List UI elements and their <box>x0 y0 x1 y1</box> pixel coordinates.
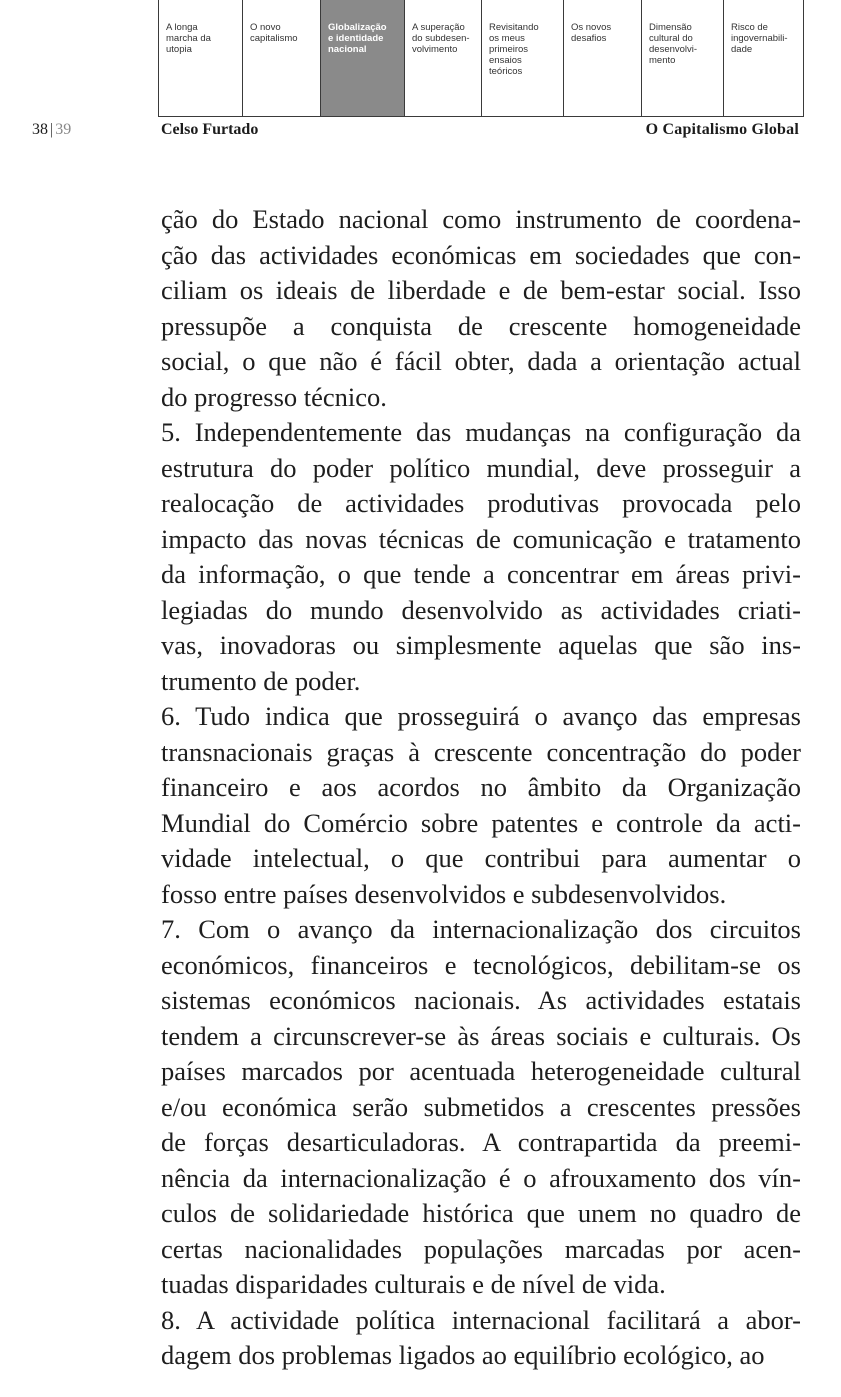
text-line: países marcados por acentuada heterogeneidade cultural <box>161 1056 801 1086</box>
running-header <box>0 121 841 143</box>
page-number-left: 38 <box>32 121 48 138</box>
page-number-right: 39 <box>55 121 72 138</box>
text-line: fosso entre países desenvolvidos e subdesenvolvidos. <box>161 878 727 909</box>
chapter-tab[interactable]: Dimensão cultural do desenvolvi- mento <box>642 0 724 116</box>
text-line: 7. Com o avanço da internacionalização dos circuitos <box>161 914 801 944</box>
text-line: económicos, financeiros e tecnológicos, debilitam-se os <box>161 949 801 980</box>
text-line: de forças desarticuladoras. A contrapartida da preemi- <box>161 1127 801 1157</box>
text-line: da informação, o que tende a concentrar em áreas privi- <box>161 559 801 589</box>
text-line: tendem a circunscrever-se às áreas sociais e culturais. Os <box>161 1020 801 1051</box>
text-line: 5. Independentemente das mudanças na configuração da <box>161 417 801 447</box>
page-numbers <box>32 121 71 139</box>
chapter-tab[interactable]: A superação do subdesen- volvimento <box>405 0 482 116</box>
text-line: vas, inovadoras ou simplesmente aquelas que são ins- <box>161 630 801 660</box>
text-line: legiadas do mundo desenvolvido as actividades criati- <box>161 594 801 625</box>
text-line: pressupõe a conquista de crescente homogeneidade <box>161 310 801 341</box>
text-line: certas nacionalidades populações marcadas por acen- <box>161 1233 801 1264</box>
chapter-tab[interactable]: O novo capitalismo <box>243 0 321 116</box>
text-line: social, o que não é fácil obter, dada a orientação actual <box>161 346 801 376</box>
text-line: ção das actividades económicas em sociedades que con- <box>161 239 801 270</box>
text-line: financeiro e aos acordos no âmbito da Organização <box>161 772 801 802</box>
text-line: dagem dos problemas ligados ao equilíbrio ecológico, ao <box>161 1340 765 1370</box>
text-line: ção do Estado nacional como instrumento de coordena- <box>161 204 801 234</box>
text-line: Mundial do Comércio sobre patentes e controle da acti- <box>161 807 801 838</box>
text-line: culos de solidariedade histórica que unem no quadro de <box>161 1198 801 1228</box>
text-line: 8. A actividade política internacional facilitará a abor- <box>161 1304 801 1335</box>
text-line: sistemas económicos nacionais. As actividades estatais <box>161 985 801 1015</box>
text-line: ciliam os ideais de liberdade e de bem-estar social. Isso <box>161 275 801 305</box>
chapter-tab-active[interactable]: Globalização e identidade nacional <box>321 0 405 116</box>
chapter-tab[interactable]: Os novos desafios <box>564 0 642 116</box>
text-line: impacto das novas técnicas de comunicação e tratamento <box>161 523 801 554</box>
text-line: realocação de actividades produtivas provocada pelo <box>161 488 801 518</box>
book-title: O Capitalismo Global <box>645 121 799 138</box>
text-line: trumento de poder. <box>161 665 361 696</box>
body-text <box>161 202 801 1374</box>
chapter-tab[interactable]: Risco de ingovernabili- dade <box>724 0 804 116</box>
text-line: nência da internacionalização é o afrouxamento dos vín- <box>161 1162 801 1193</box>
chapter-tab[interactable]: A longa marcha da utopia <box>159 0 243 116</box>
text-line: tuadas disparidades culturais e de nível de vida. <box>161 1269 666 1299</box>
text-line: transnacionais graças à crescente concentração do poder <box>161 736 801 767</box>
page-separator: | <box>50 121 54 138</box>
author-name: Celso Furtado <box>161 121 259 138</box>
chapter-tabs <box>158 0 804 117</box>
text-line: vidade intelectual, o que contribui para aumentar o <box>161 843 801 873</box>
text-line: e/ou económica serão submetidos a crescentes pressões <box>161 1091 801 1122</box>
text-line: estrutura do poder político mundial, deve prosseguir a <box>161 452 801 483</box>
chapter-tab[interactable]: Revisitando os meus primeiros ensaios teóricos <box>482 0 564 116</box>
text-line: do progresso técnico. <box>161 381 387 412</box>
text-line: 6. Tudo indica que prosseguirá o avanço das empresas <box>161 701 801 731</box>
